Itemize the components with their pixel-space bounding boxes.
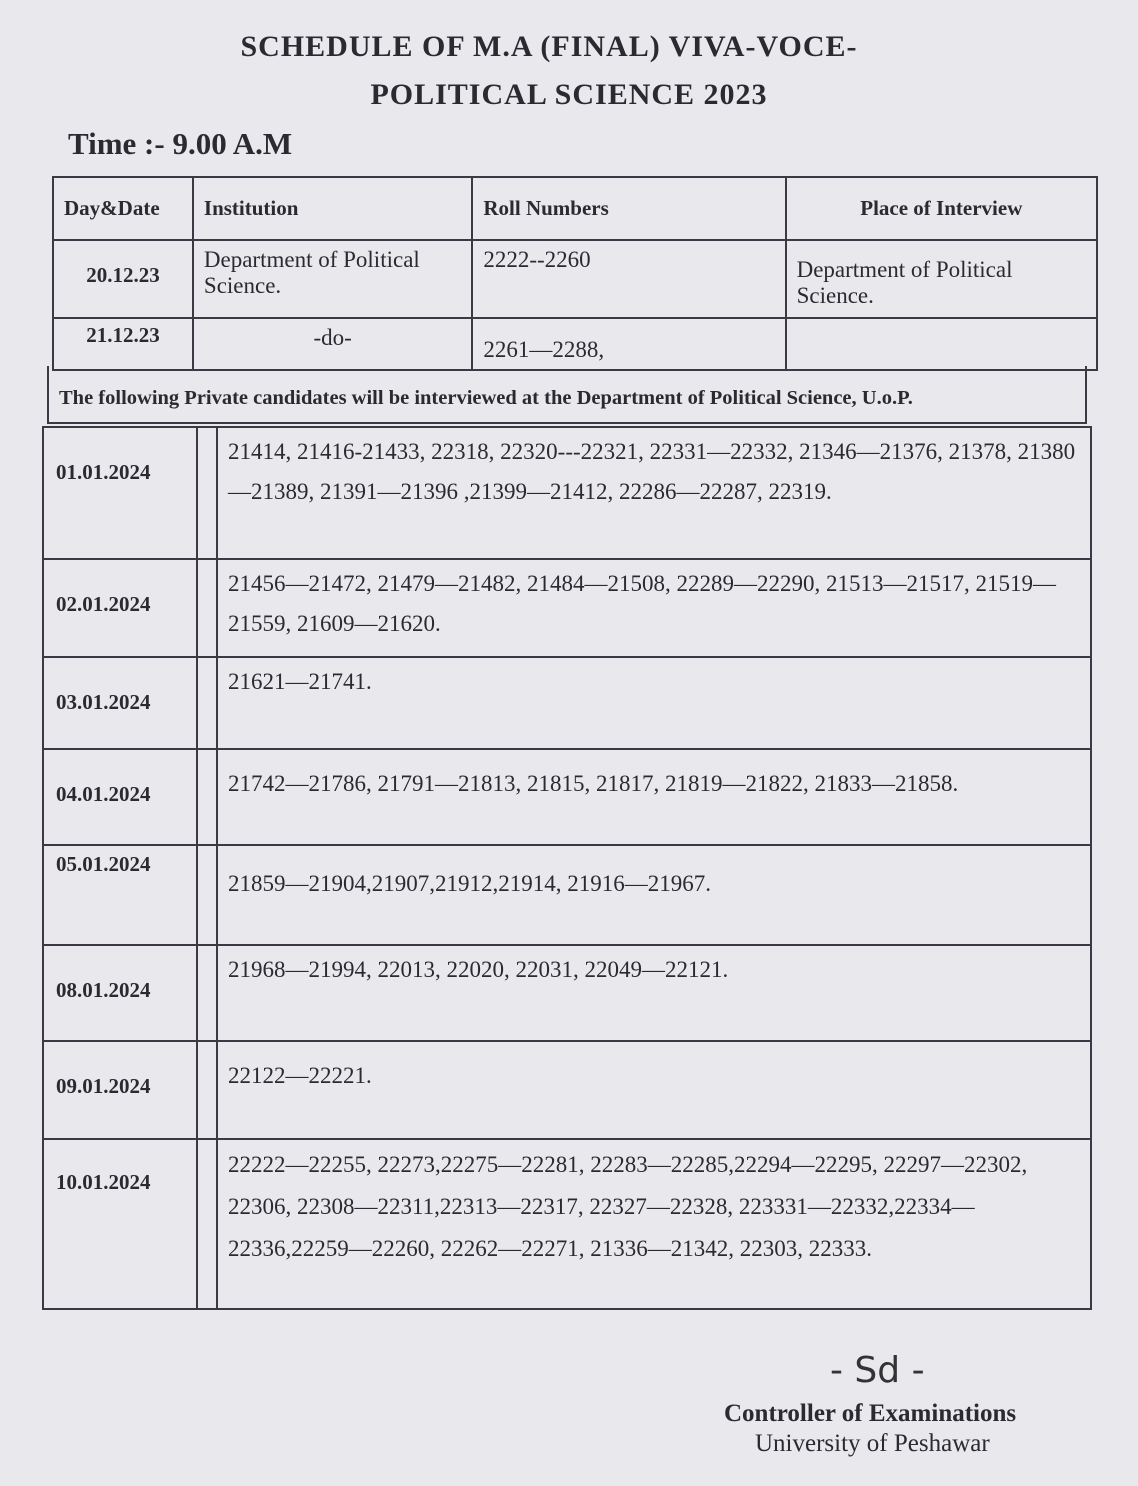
table-row bbox=[43, 427, 1091, 559]
row-rolls: 21742—21786, 21791—21813, 21815, 21817, 21819—21822, 21833—21858. bbox=[217, 749, 1091, 845]
row-institution: -do- bbox=[193, 318, 472, 370]
table-row bbox=[43, 1041, 1091, 1139]
row-rolls: 22122—22221. bbox=[217, 1041, 1091, 1139]
row-rolls: 21621—21741. bbox=[217, 657, 1091, 749]
row-rolls: 22222—22255, 22273,22275—22281, 22283—22285,22294—22295, 22297—22302, 22306, 22308—22311,22313—22317, 22327—22328, 223331—22332,22334—22336,22259—22260, 22262—22271, 21336—21342, 22303, 22333. bbox=[217, 1139, 1091, 1309]
row-place: Department of Political Science. bbox=[786, 240, 1097, 318]
row-rolls: 2261—2288, bbox=[472, 318, 785, 370]
table-row bbox=[43, 845, 1091, 945]
row-date: 09.01.2024 bbox=[43, 1041, 197, 1139]
table-header-row bbox=[53, 177, 1097, 240]
regular-schedule-table bbox=[52, 176, 1098, 371]
title-line-2: POLITICAL SCIENCE 2023 bbox=[370, 78, 768, 111]
table-row bbox=[43, 657, 1091, 749]
row-date: 21.12.23 bbox=[53, 318, 193, 370]
table-row bbox=[43, 749, 1091, 845]
row-place bbox=[786, 318, 1097, 370]
table-row bbox=[43, 1139, 1091, 1309]
table-row bbox=[53, 318, 1097, 370]
time-label: Time :- 9.00 A.M bbox=[68, 126, 293, 161]
row-institution: Department of Political Science. bbox=[193, 240, 472, 318]
title-line-1: SCHEDULE OF M.A (FINAL) VIVA-VOCE- bbox=[240, 30, 858, 63]
table-row bbox=[53, 240, 1097, 318]
row-date: 02.01.2024 bbox=[43, 559, 197, 657]
row-date: 20.12.23 bbox=[53, 240, 193, 318]
private-schedule-table bbox=[42, 426, 1092, 1310]
table-row bbox=[43, 559, 1091, 657]
row-rolls: 21968—21994, 22013, 22020, 22031, 22049—22121. bbox=[217, 945, 1091, 1041]
private-candidates-note: The following Private candidates will be interviewed at the Department of Political Science, U.o.P. bbox=[47, 366, 1087, 424]
header-roll-numbers: Roll Numbers bbox=[472, 177, 785, 240]
header-place: Place of Interview bbox=[786, 177, 1097, 240]
row-rolls: 21456—21472, 21479—21482, 21484—21508, 22289—22290, 21513—21517, 21519—21559, 21609—21620. bbox=[217, 559, 1091, 657]
signatory-organization: University of Peshawar bbox=[755, 1430, 990, 1457]
table-row bbox=[43, 945, 1091, 1041]
header-institution: Institution bbox=[193, 177, 472, 240]
row-date: 01.01.2024 bbox=[43, 427, 197, 559]
row-rolls: 21859—21904,21907,21912,21914, 21916—21967. bbox=[217, 845, 1091, 945]
row-date: 04.01.2024 bbox=[43, 749, 197, 845]
row-date: 05.01.2024 bbox=[43, 845, 197, 945]
row-date: 03.01.2024 bbox=[43, 657, 197, 749]
signature: - Sd - bbox=[830, 1350, 925, 1391]
row-date: 08.01.2024 bbox=[43, 945, 197, 1041]
row-rolls: 2222--2260 bbox=[472, 240, 785, 318]
row-rolls: 21414, 21416-21433, 22318, 22320---22321, 22331—22332, 21346—21376, 21378, 21380—21389, 21391—21396 ,21399—21412, 22286—22287, 22319. bbox=[217, 427, 1091, 559]
signatory-title: Controller of Examinations bbox=[724, 1400, 1017, 1427]
header-day-date: Day&Date bbox=[53, 177, 193, 240]
row-date: 10.01.2024 bbox=[43, 1139, 197, 1309]
